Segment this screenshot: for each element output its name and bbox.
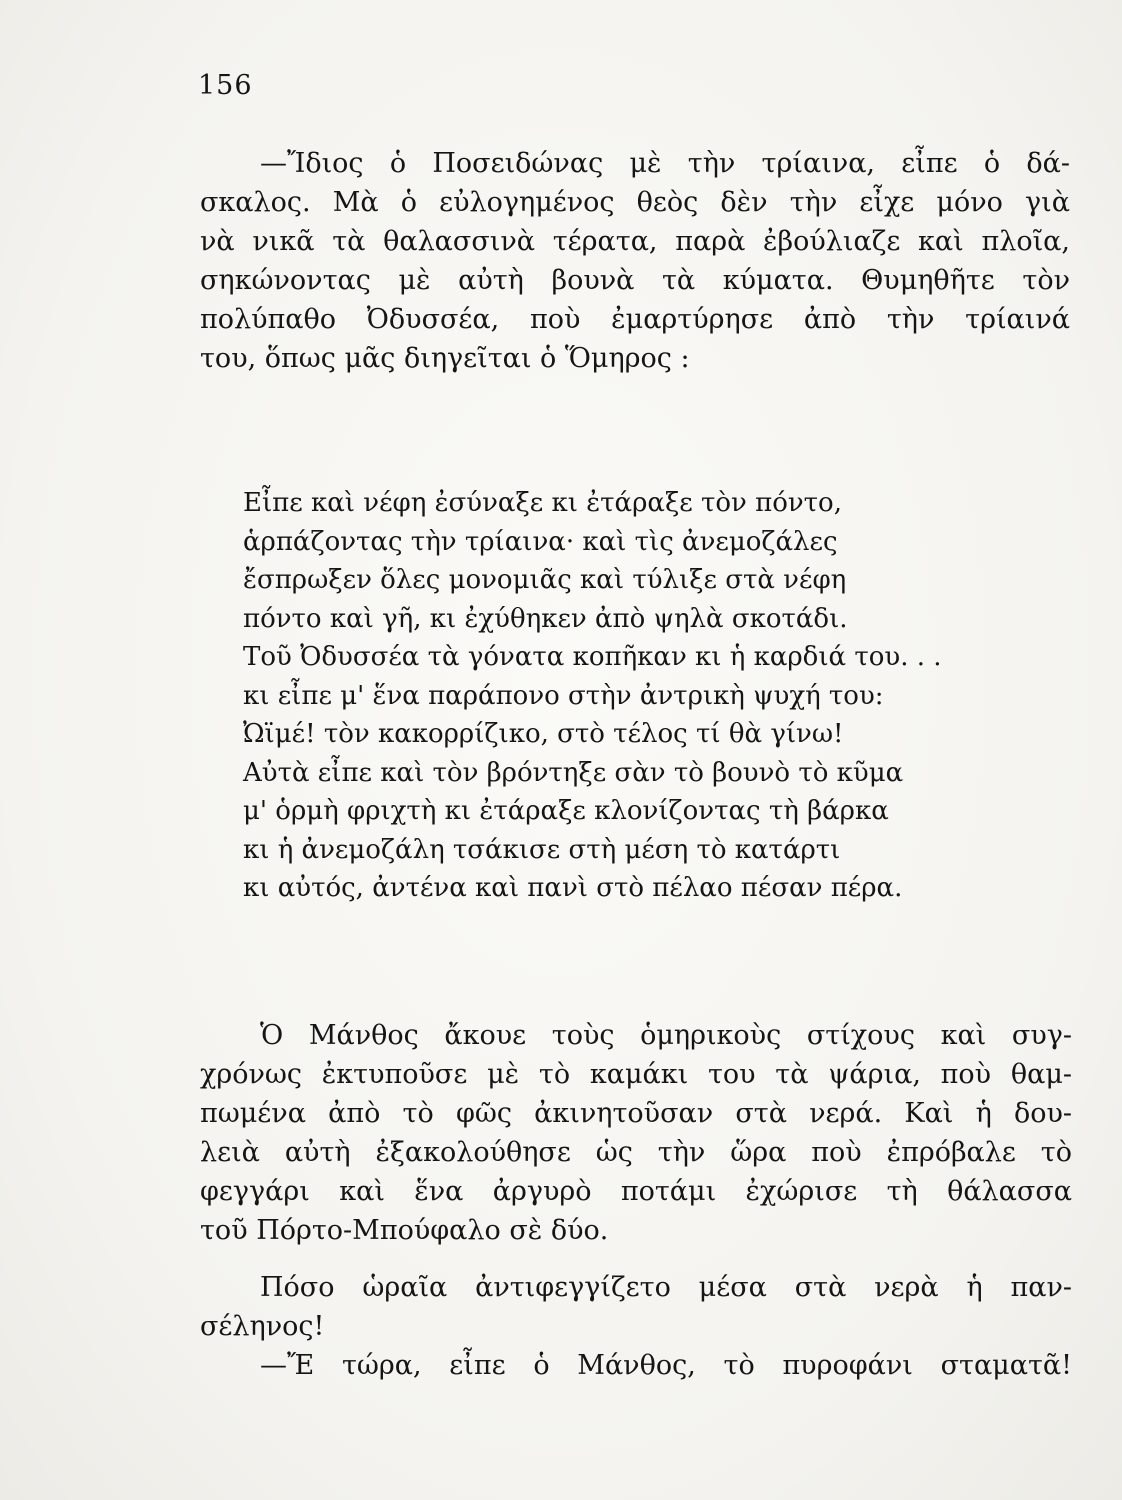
text-line: φεγγάρι καὶ ἕνα ἀργυρὸ ποτάμι ἐχώρισε τὴ θάλασσα bbox=[200, 1176, 1072, 1207]
text-line: Πόσο ὡραῖα ἀντιφεγγίζετο μέσα στὰ νερὰ ἡ παν- bbox=[260, 1272, 1072, 1303]
text-line: νὰ νικᾶ τὰ θαλασσινὰ τέρατα, παρὰ ἐβούλιαζε καὶ πλοῖα, bbox=[200, 226, 1070, 257]
verse-line: Αὐτὰ εἶπε καὶ τὸν βρόντηξε σὰν τὸ βουνὸ τὸ κῦμα bbox=[243, 757, 904, 788]
verse-line: κι αὐτός, ἀντένα καὶ πανὶ στὸ πέλαο πέσαν πέρα. bbox=[243, 873, 903, 903]
verse-line: κι ἡ ἀνεμοζάλη τσάκισε στὴ μέση τὸ κατάρτι bbox=[243, 834, 841, 865]
text-line: πωμένα ἀπὸ τὸ φῶς ἀκινητοῦσαν στὰ νερά. Καὶ ἡ δου- bbox=[200, 1098, 1072, 1129]
text-line: —Ἴδιος ὁ Ποσειδώνας μὲ τὴν τρίαινα, εἶπε ὁ δά- bbox=[260, 148, 1070, 179]
text-line: σηκώνοντας μὲ αὐτὴ βουνὰ τὰ κύματα. Θυμηθῆτε τὸν bbox=[200, 265, 1070, 296]
text-line: Ὁ Μάνθος ἄκουε τοὺς ὁμηρικοὺς στίχους καὶ συγ- bbox=[260, 1020, 1072, 1051]
text-line: —Ἔ τώρα, εἶπε ὁ Μάνθος, τὸ πυροφάνι σταματᾶ! bbox=[260, 1350, 1072, 1381]
text-line: σέληνος! bbox=[200, 1311, 325, 1342]
verse-line: μ' ὁρμὴ φριχτὴ κι ἐτάραξε κλονίζοντας τὴ βάρκα bbox=[243, 796, 889, 826]
verse-line: Εἶπε καὶ νέφη ἐσύναξε κι ἐτάραξε τὸν πόντο, bbox=[243, 488, 842, 518]
text-line: λειὰ αὐτὴ ἐξακολούθησε ὡς τὴν ὥρα ποὺ ἐπρόβαλε τὸ bbox=[200, 1137, 1072, 1168]
verse-line: Τοῦ Ὀδυσσέα τὰ γόνατα κοπῆκαν κι ἡ καρδιά του. . . bbox=[243, 642, 942, 672]
paragraph-dialogue-manthos bbox=[200, 1346, 1072, 1385]
verse-line: πόντο καὶ γῆ, κι ἐχύθηκεν ἀπὸ ψηλὰ σκοτάδι. bbox=[243, 603, 848, 634]
text-line: πολύπαθο Ὀδυσσέα, ποὺ ἐμαρτύρησε ἀπὸ τὴν τρίαινά bbox=[200, 304, 1070, 335]
paragraph-manthos-fishing bbox=[200, 1016, 1072, 1250]
paragraph-dialogue-teacher bbox=[200, 144, 1070, 378]
paragraph-full-moon bbox=[200, 1268, 1072, 1346]
text-line: χρόνως ἐκτυποῦσε μὲ τὸ καμάκι του τὰ ψάρια, ποὺ θαμ- bbox=[200, 1059, 1072, 1090]
text-line: του, ὅπως μᾶς διηγεῖται ὁ Ὅμηρος : bbox=[200, 343, 690, 374]
page-number: 156 bbox=[198, 70, 253, 101]
verse-line: ἁρπάζοντας τὴν τρίαινα· καὶ τὶς ἀνεμοζάλες bbox=[243, 526, 838, 557]
verse-line: ἔσπρωξεν ὅλες μονομιᾶς καὶ τύλιξε στὰ νέφη bbox=[243, 565, 847, 595]
homeric-verse-quote bbox=[243, 484, 1033, 908]
text-line: τοῦ Πόρτο-Μπούφαλο σὲ δύο. bbox=[200, 1215, 609, 1246]
verse-line: Ὠϊμέ! τὸν κακορρίζικο, στὸ τέλος τί θὰ γίνω! bbox=[243, 719, 844, 749]
text-line: σκαλος. Μὰ ὁ εὐλογημένος θεὸς δὲν τὴν εἶχε μόνο γιὰ bbox=[200, 187, 1070, 218]
verse-line: κι εἶπε μ' ἕνα παράπονο στὴν ἀντρικὴ ψυχή του: bbox=[243, 680, 884, 711]
